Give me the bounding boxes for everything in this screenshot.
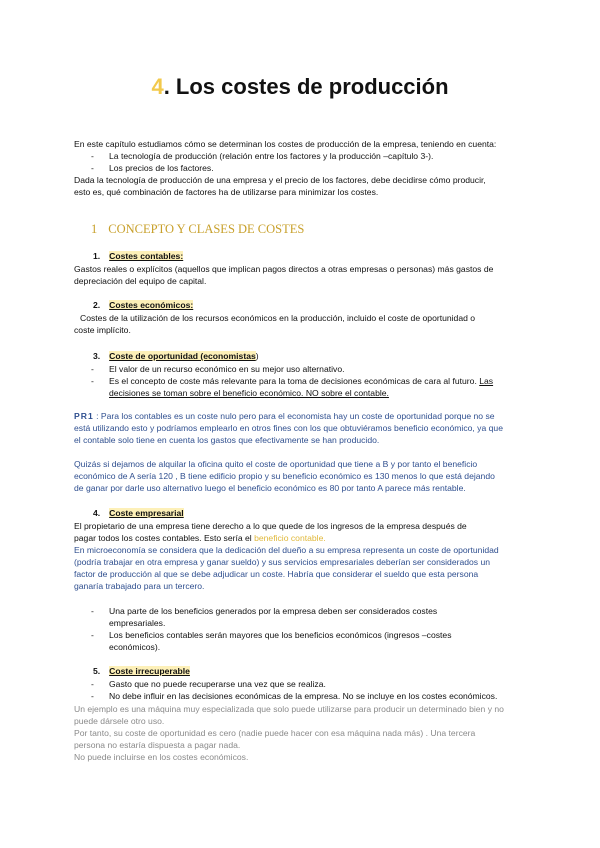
coste-irrecuperable-note: Por tanto, su coste de oportunidad es cero (nadie puede hacer con esa máquina nada más) . Una tercera [74, 728, 476, 738]
costes-economicos-text: Costes de la utilización de los recursos económicos en la producción, incluido el coste de oportunidad o [80, 313, 476, 323]
coste-empresarial-note: ganaría trabajado para un tercero. [74, 581, 205, 591]
intro-bullet: - Los precios de los factores. [91, 163, 214, 173]
subheading-coste-oportunidad: 3. Coste de oportunidad (economistas) [93, 351, 259, 361]
section-heading: 1 CONCEPTO Y CLASES DE COSTES [91, 222, 305, 236]
subheading-costes-economicos: 2. Costes económicos: [93, 300, 194, 310]
pr1-note: está utilizando esto y podríamos emplearlo en otros fines con los que obtuviéramos beneficio económico, ya que [74, 423, 503, 433]
bullet-item: - Gasto que no puede recuperarse una vez que se realiza. [91, 679, 326, 689]
page-title [0, 74, 600, 100]
coste-irrecuperable-note: No puede incluirse en los costes económicos. [74, 752, 249, 762]
bullet-item-continued: decisiones se toman sobre el beneficio económico. NO sobre el contable. [109, 388, 389, 398]
coste-irrecuperable-note: puede dársele otro uso. [74, 716, 165, 726]
bullet-item-continued: empresariales. [109, 618, 166, 628]
bullet-item: - Es el concepto de coste más relevante para la toma de decisiones económicas de cara al futuro. Las [91, 376, 494, 386]
chapter-number: 4 [151, 74, 164, 99]
pr1-note: el contable solo tiene en cuenta los gastos que efectivamente se han producido. [74, 435, 380, 445]
subheading-coste-empresarial: 4. Coste empresarial [93, 508, 184, 518]
quizas-note: de ganar por darle uso alternativo luego el beneficio económico es 80 por tanto A parece más rentable. [74, 483, 466, 493]
intro-paragraph-line: Dada la tecnología de producción de una empresa y el precio de los factores, debe decidirse cómo producir, [74, 175, 486, 185]
costes-contables-text: Gastos reales o explícitos (aquellos que implican pagos directos a otras empresas o personas) más gastos de [74, 264, 494, 274]
coste-irrecuperable-note: Un ejemplo es una máquina muy especializada que solo puede utilizarse para producir un determinado bien y no [74, 704, 504, 714]
quizas-note: Quizás si dejamos de alquilar la oficina quito el coste de oportunidad que tiene a B y por tanto el beneficio [74, 459, 478, 469]
bullet-item: - Los beneficios contables serán mayores que los beneficios económicos (ingresos –costes [91, 630, 452, 640]
intro-bullet: - La tecnología de producción (relación entre los factores y la producción –capítulo 3-). [91, 151, 434, 161]
pr1-note: PR1 : Para los contables es un coste nulo pero para el economista hay un coste de oportunidad porque no se [74, 411, 495, 421]
bullet-item-continued: económicos). [109, 642, 161, 652]
bullet-item: - Una parte de los beneficios generados por la empresa deben ser considerados costes [91, 606, 438, 616]
coste-empresarial-text: pagar todos los costes contables. Esto sería el beneficio contable. [74, 533, 326, 543]
costes-economicos-text: coste implícito. [74, 325, 131, 335]
bullet-item: - No debe influir en las decisiones económicas de la empresa. No se incluye en los costes económicos. [91, 691, 498, 701]
subheading-costes-contables: 1. Costes contables: [93, 251, 184, 261]
coste-empresarial-note: factor de producción al que se debe adjudicar un coste. Habría que considerar el sueldo que esta persona [74, 569, 479, 579]
coste-empresarial-note: En microeconomía se considera que la dedicación del dueño a su empresa representa un coste de oportunidad [74, 545, 499, 555]
intro-lead: En este capítulo estudiamos cómo se determinan los costes de producción de la empresa, teniendo en cuenta: [74, 139, 497, 149]
intro-paragraph-line: esto es, qué combinación de factores ha de utilizarse para minimizar los costes. [74, 187, 379, 197]
bullet-item: - El valor de un recurso económico en su mejor uso alternativo. [91, 364, 345, 374]
coste-irrecuperable-note: persona no estaría dispuesta a pagar nada. [74, 740, 241, 750]
coste-empresarial-text: El propietario de una empresa tiene derecho a lo que quede de los ingresos de la empresa después de [74, 521, 467, 531]
chapter-title: . Los costes de producción [163, 74, 449, 99]
subheading-coste-irrecuperable: 5. Coste irrecuperable [93, 666, 190, 676]
coste-empresarial-note: (podría trabajar en otra empresa y ganar sueldo) y sus servicios empresariales deberían ser considerados un [74, 557, 491, 567]
costes-contables-text: depreciación del equipo de capital. [74, 276, 207, 286]
quizas-note: económico de A sería 120 , B tiene edificio propio y su beneficio económico es 130 menos lo que está dejando [74, 471, 495, 481]
